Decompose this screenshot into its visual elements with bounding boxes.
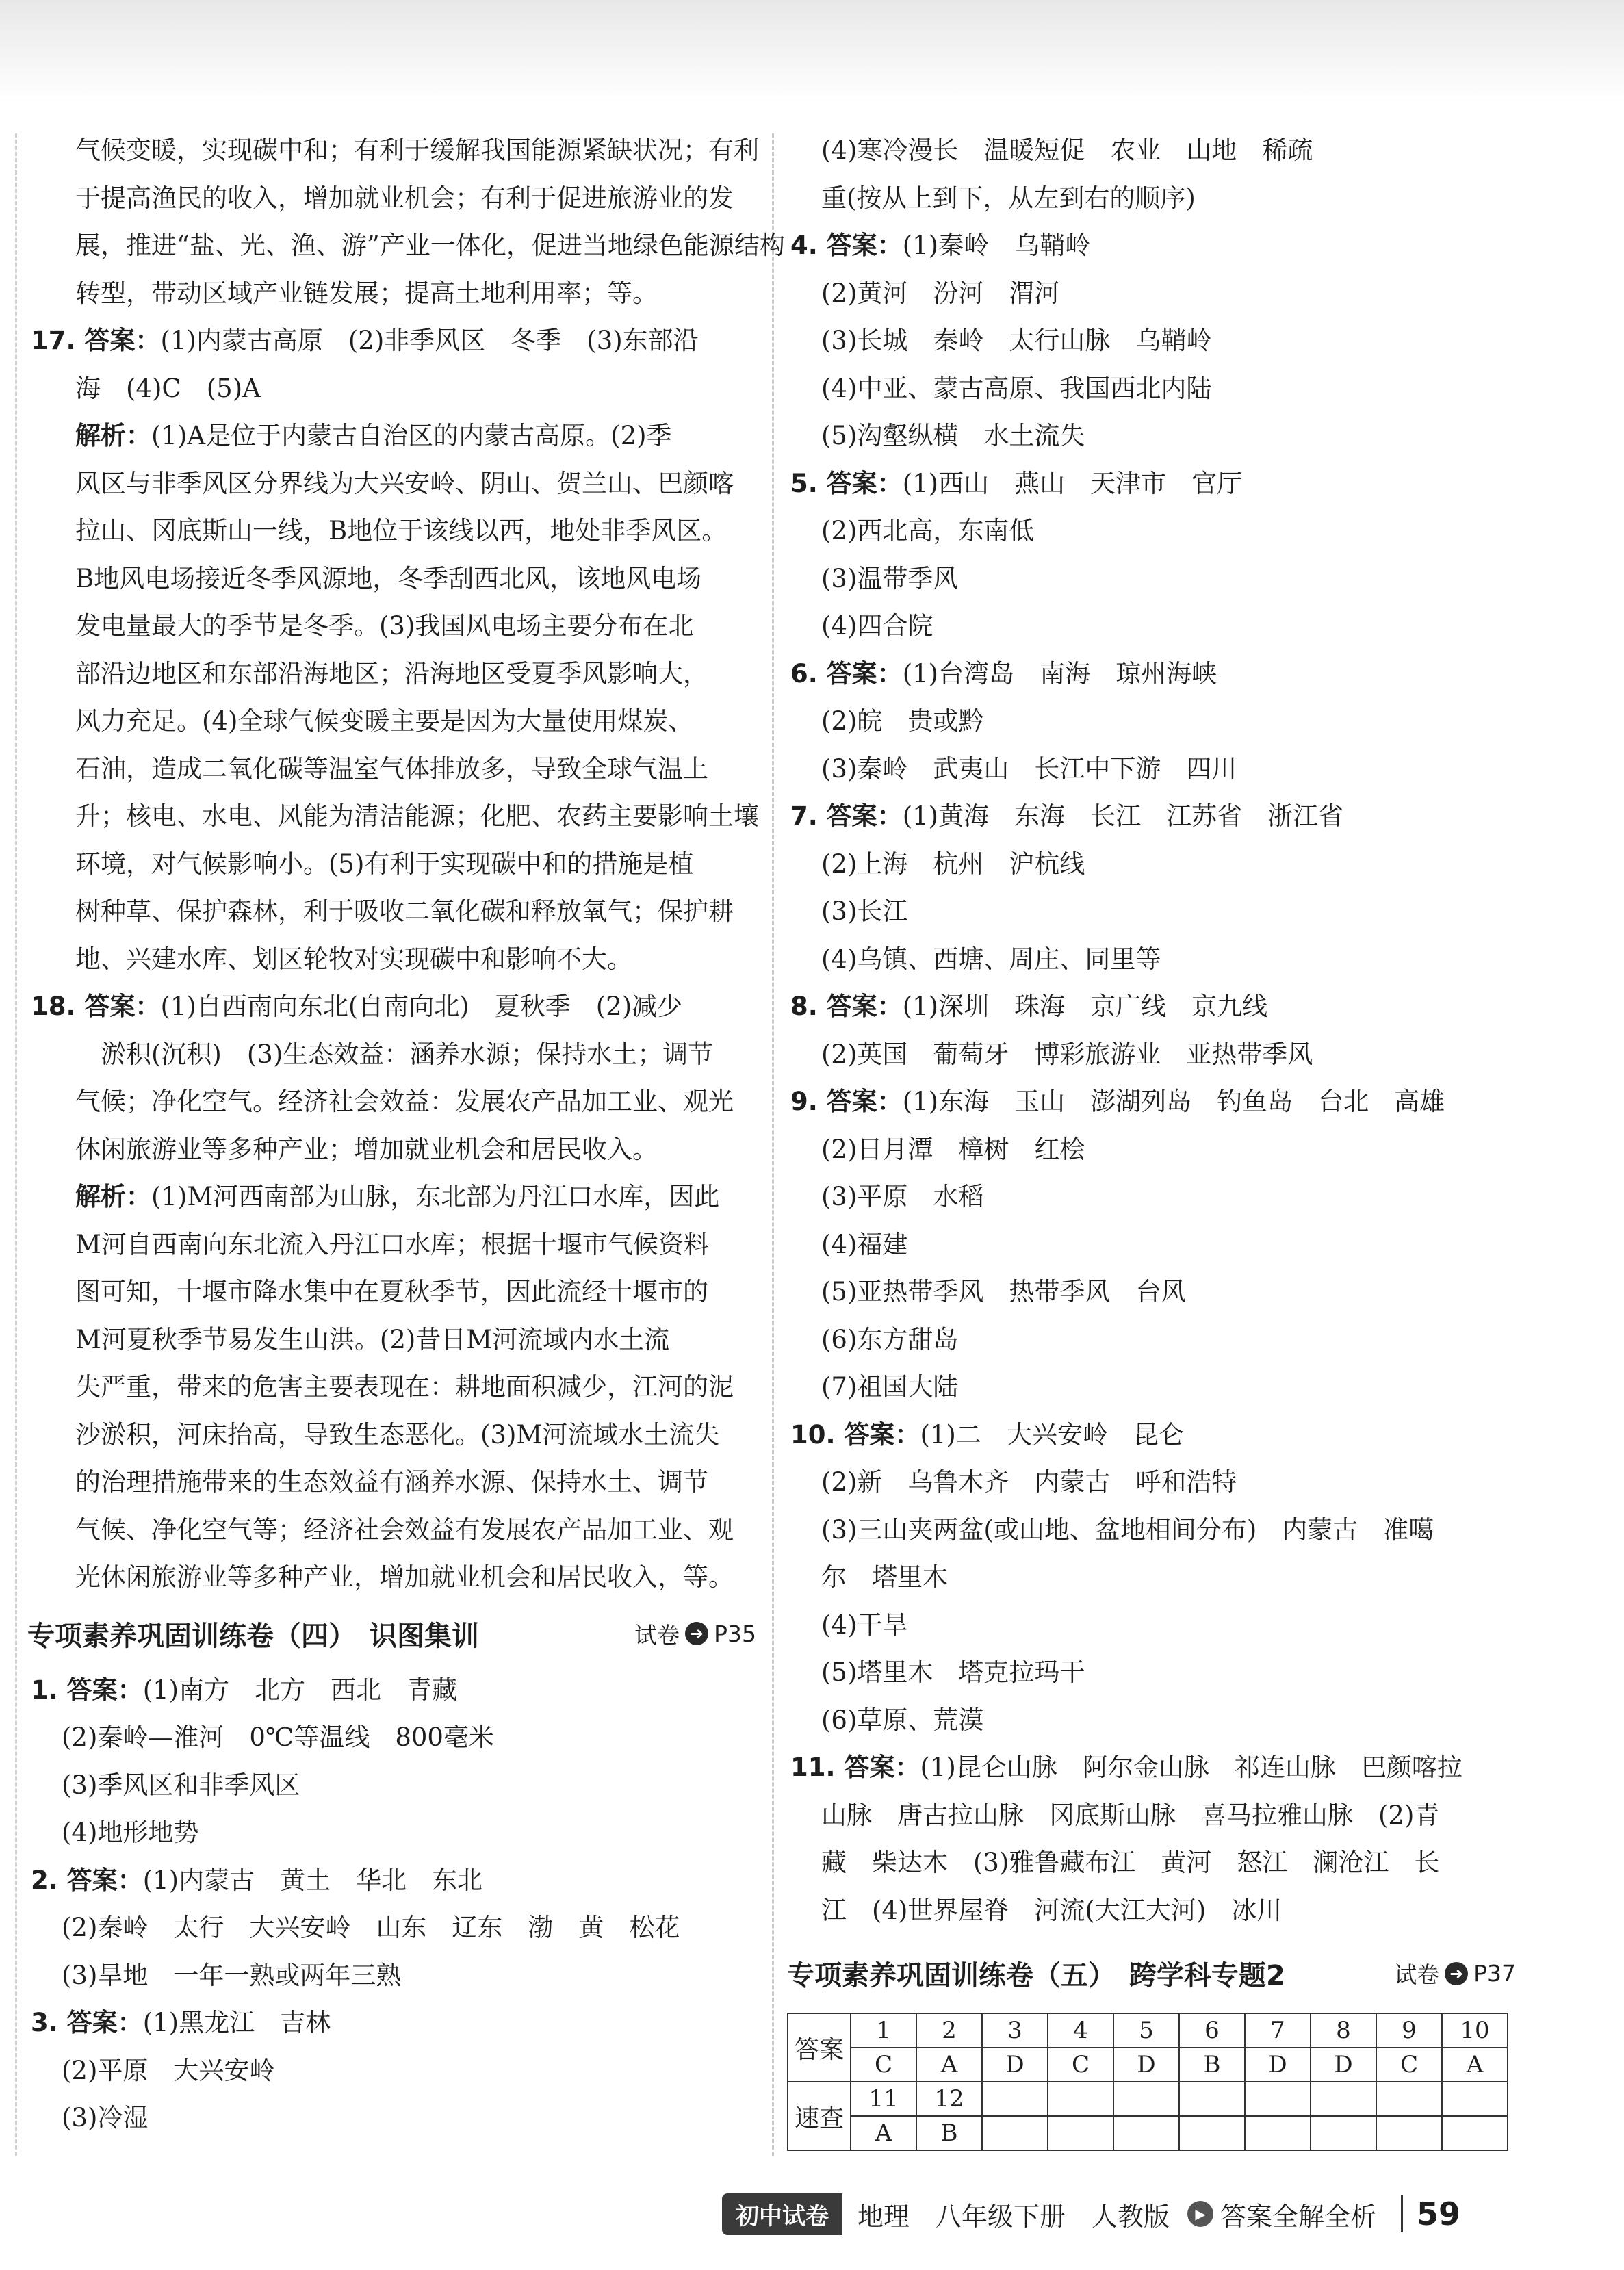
question-number-cell	[1113, 2082, 1179, 2116]
text-line	[787, 1221, 1516, 1269]
answer-cell	[982, 2116, 1048, 2150]
ref-page: P35	[714, 1620, 756, 1647]
text-line	[787, 1173, 1516, 1221]
text-line	[27, 1857, 756, 1905]
line-text: (5)塔里木 塔克拉玛干	[821, 1658, 1085, 1687]
line-text: 展，推进“盐、光、渔、游”产业一体化，促进当地绿色能源结构	[75, 231, 785, 260]
text-line	[787, 1268, 1516, 1316]
question-number-cell	[982, 2082, 1048, 2116]
text-line	[27, 412, 756, 460]
text-line	[27, 1268, 756, 1316]
answer-number-label: 7. 答案：	[790, 801, 903, 831]
line-text: 发电量最大的季节是冬季。(3)我国风电场主要分布在北	[75, 611, 694, 641]
answer-cell: D	[1245, 2048, 1311, 2082]
line-text: (3)长城 秦岭 太行山脉 乌鞘岭	[821, 326, 1212, 355]
question-number-cell: 11	[851, 2082, 916, 2116]
answer-number-label: 9. 答案：	[790, 1087, 903, 1116]
text-line	[27, 1458, 756, 1506]
line-text: 转型，带动区域产业链发展；提高土地利用率；等。	[75, 278, 658, 308]
text-line	[27, 792, 759, 840]
line-text: (1)内蒙古高原 (2)非季风区 冬季 (3)东部沿	[160, 326, 699, 355]
line-text: (1)深圳 珠海 京广线 京九线	[902, 992, 1268, 1021]
text-line	[787, 840, 1516, 888]
line-text: (2)黄河 汾河 渭河	[821, 278, 1060, 308]
line-text: 风力充足。(4)全球气候变暖主要是因为大量使用煤炭、	[75, 706, 694, 736]
line-text: (3)温带季风	[821, 563, 959, 593]
answer-cell: B	[1179, 2048, 1245, 2082]
line-text: (3)秦岭 武夷山 长江中下游 四川	[821, 753, 1237, 784]
question-number-cell: 1	[851, 2013, 916, 2048]
answer-cell: B	[916, 2116, 982, 2150]
line-text: (3)季风区和非季风区	[62, 1770, 300, 1800]
text-line	[27, 460, 756, 508]
line-text: (4)中亚、蒙古高原、我国西北内陆	[821, 373, 1212, 403]
answer-number-label: 6. 答案：	[790, 658, 903, 688]
line-text: (2)新 乌鲁木齐 内蒙古 呼和浩特	[821, 1467, 1237, 1497]
line-text: 地、兴建水库、划区轮牧对实现碳中和影响不大。	[75, 944, 632, 974]
answer-cell	[1376, 2116, 1442, 2150]
answer-cell	[1113, 2116, 1179, 2150]
text-line	[787, 365, 1516, 413]
line-text: 海 (4)C (5)A	[75, 373, 261, 403]
column-divider	[772, 133, 774, 2156]
left-answer-lines	[27, 127, 785, 1601]
answer-number-label: 4. 答案：	[790, 231, 903, 260]
line-text: (5)沟壑纵横 水土流失	[821, 421, 1085, 450]
line-text: 沙淤积，河床抬高，导致生态恶化。(3)M河流域水土流失	[75, 1419, 720, 1449]
text-line	[27, 1762, 756, 1809]
text-line	[787, 1601, 1516, 1649]
table-row	[788, 2082, 1508, 2116]
line-text: 失严重，带来的危害主要表现在：耕地面积减少，江河的泥	[75, 1372, 734, 1402]
text-line	[27, 1126, 756, 1174]
answer-cell: C	[1048, 2048, 1113, 2082]
answer-number-label: 1. 答案：	[31, 1675, 143, 1705]
text-line	[27, 1952, 756, 2000]
section-4-answer-lines	[27, 1666, 756, 2142]
question-number-cell	[1376, 2082, 1442, 2116]
section-4-ref	[634, 1618, 756, 1650]
line-text: (1)A是位于内蒙古自治区的内蒙古高原。(2)季	[151, 421, 672, 450]
line-text: (2)日月潭 樟树 红桧	[821, 1134, 1085, 1164]
text-line	[787, 983, 1516, 1031]
line-text: 藏 柴达木 (3)雅鲁藏布江 黄河 怒江 澜沧江 长	[821, 1848, 1440, 1877]
question-number-cell: 7	[1245, 2013, 1311, 2048]
text-line	[787, 1078, 1516, 1126]
text-line	[787, 936, 1516, 983]
text-line	[27, 1363, 756, 1411]
text-line	[27, 1316, 756, 1364]
answer-number-label: 18. 答案：	[31, 992, 161, 1021]
line-text: 拉山、冈底斯山一线，B地位于该线以西，地处非季风区。	[75, 516, 727, 545]
text-line	[27, 1221, 756, 1269]
text-line	[27, 936, 756, 983]
line-text: (4)干旱	[821, 1610, 908, 1640]
text-line	[27, 2047, 756, 2095]
line-text: (1)自西南向东北(自南向北) 夏秋季 (2)减少	[160, 992, 683, 1021]
text-line	[787, 1649, 1516, 1697]
line-text: (1)西山 燕山 天津市 官厅	[902, 468, 1243, 498]
text-line	[787, 127, 1516, 175]
question-number-cell: 6	[1179, 2013, 1245, 2048]
text-line	[27, 1031, 756, 1079]
text-line	[27, 555, 756, 603]
text-line	[27, 222, 785, 270]
line-text: (3)长江	[821, 897, 908, 926]
text-line	[787, 1697, 1516, 1744]
answer-cell: D	[982, 2048, 1048, 2082]
text-line	[787, 650, 1516, 698]
line-text: 升；核电、水电、风能为清洁能源；化肥、农药主要影响土壤	[75, 801, 759, 831]
text-line	[787, 1792, 1516, 1840]
text-line	[787, 317, 1516, 365]
ref-label: 试卷	[1394, 1961, 1440, 1988]
section-5-ref	[1394, 1957, 1516, 1989]
text-line	[787, 270, 1516, 318]
line-text: 石油，造成二氧化碳等温室气体排放多，导致全球气温上	[75, 753, 708, 784]
line-text: 环境，对气候影响小。(5)有利于实现碳中和的措施是植	[75, 849, 694, 879]
answer-cell: D	[1113, 2048, 1179, 2082]
line-text: 淤积(沉积) (3)生态效益：涵养水源；保持水土；调节	[75, 1039, 714, 1069]
answer-cell: A	[1442, 2048, 1508, 2082]
line-text: (1)二 大兴安岭 昆仑	[920, 1419, 1184, 1449]
answer-number-label: 解析：	[75, 421, 151, 450]
text-line	[27, 2094, 756, 2142]
line-text: (3)平原 水稻	[821, 1182, 984, 1211]
text-line	[27, 840, 756, 888]
answer-quick-check-table	[787, 2013, 1508, 2151]
answer-cell: A	[916, 2048, 982, 2082]
ref-label: 试卷	[634, 1621, 680, 1649]
line-text: 气候变暖，实现碳中和；有利于缓解我国能源紧缺状况；有利	[75, 136, 759, 165]
page-footer	[722, 2190, 1460, 2238]
text-line	[787, 555, 1516, 603]
text-line	[27, 1411, 756, 1459]
text-line	[27, 745, 756, 793]
text-line	[787, 1411, 1516, 1459]
line-text: 山脉 唐古拉山脉 冈底斯山脉 喜马拉雅山脉 (2)青	[821, 1800, 1440, 1830]
line-text: 风区与非季风区分界线为大兴安岭、阴山、贺兰山、巴颜喀	[75, 468, 734, 498]
answer-number-label: 2. 答案：	[31, 1865, 143, 1895]
brand-badge: 初中试卷	[722, 2193, 842, 2235]
question-number-cell: 3	[982, 2013, 1048, 2048]
question-number-cell: 12	[916, 2082, 982, 2116]
line-text: 于提高渔民的收入，增加就业机会；有利于促进旅游业的发	[75, 183, 734, 213]
answer-number-label: 8. 答案：	[790, 992, 903, 1021]
answer-cell	[1245, 2116, 1311, 2150]
line-text: (5)亚热带季风 热带季风 台风	[821, 1277, 1187, 1306]
line-text: (3)冷湿	[62, 2103, 149, 2132]
question-number-cell: 2	[916, 2013, 982, 2048]
line-text: (4)福建	[821, 1229, 908, 1259]
line-text: 树种草、保护森林，利于吸收二氧化碳和释放氧气；保护耕	[75, 897, 734, 926]
question-number-cell	[1048, 2082, 1113, 2116]
line-text: (1)秦岭 乌鞘岭	[902, 231, 1091, 260]
answer-number-label: 11. 答案：	[790, 1753, 920, 1782]
text-line	[787, 460, 1516, 508]
text-line	[27, 697, 756, 745]
text-line	[787, 1553, 1516, 1601]
text-line	[27, 1666, 756, 1714]
text-line	[787, 1839, 1516, 1887]
arrow-right-icon: ➜	[1445, 1962, 1468, 1985]
line-text: 光休闲旅游业等多种产业，增加就业机会和居民收入，等。	[75, 1562, 734, 1592]
arrow-right-icon: ➜	[685, 1622, 708, 1645]
line-text: (2)西北高，东南低	[821, 516, 1035, 545]
line-text: 休闲旅游业等多种产业；增加就业机会和居民收入。	[75, 1134, 658, 1164]
line-text: (1)黄海 东海 长江 江苏省 浙江省	[902, 801, 1344, 831]
text-line	[27, 888, 756, 936]
question-number-cell: 10	[1442, 2013, 1508, 2048]
line-text: (2)皖 贵或黔	[821, 706, 984, 736]
text-line	[27, 650, 756, 698]
line-text: 的治理措施带来的生态效益有涵养水源、保持水土、调节	[75, 1467, 708, 1497]
question-number-cell	[1442, 2082, 1508, 2116]
scan-top-band	[0, 0, 1624, 103]
text-line	[787, 1458, 1516, 1506]
question-number-cell: 5	[1113, 2013, 1179, 2048]
footer-answer-label: 答案全解全析	[1220, 2201, 1377, 2232]
ref-page: P37	[1473, 1960, 1516, 1987]
line-text: (6)草原、荒漠	[821, 1705, 984, 1735]
answer-cell: C	[851, 2048, 916, 2082]
text-line	[27, 1714, 756, 1762]
line-text: (2)英国 葡萄牙 博彩旅游业 亚热带季风	[821, 1039, 1313, 1069]
text-line	[27, 1553, 756, 1601]
answer-number-label: 3. 答案：	[31, 2008, 143, 2037]
text-line	[27, 1809, 756, 1857]
text-line	[787, 507, 1516, 555]
text-line	[787, 1316, 1516, 1364]
section-5-title: 专项素养巩固训练卷（五） 跨学科专题2	[787, 1960, 1285, 1991]
line-text: 重(按从上到下，从左到右的顺序)	[821, 183, 1196, 213]
line-text: (4)地形地势	[62, 1818, 199, 1847]
text-line	[787, 1363, 1516, 1411]
section-4-header	[27, 1601, 756, 1666]
answer-cell: D	[1311, 2048, 1376, 2082]
line-text: (1)昆仑山脉 阿尔金山脉 祁连山脉 巴颜喀拉	[920, 1753, 1462, 1782]
line-text: B地风电场接近冬季风源地，冬季刮西北风，该地风电场	[75, 563, 702, 593]
answer-cell	[1311, 2116, 1376, 2150]
answer-cell	[1048, 2116, 1113, 2150]
text-line	[787, 412, 1516, 460]
line-text: (2)秦岭—淮河 0℃等温线 800毫米	[62, 1723, 494, 1752]
text-line	[787, 745, 1516, 793]
line-text: M河自西南向东北流入丹江口水库；根据十堰市气候资料	[75, 1229, 709, 1259]
answer-number-label: 解析：	[75, 1182, 151, 1211]
line-text: (4)四合院	[821, 611, 933, 641]
text-line	[787, 1031, 1516, 1079]
text-line	[787, 175, 1516, 222]
line-text: (1)M河西南部为山脉，东北部为丹江口水库，因此	[151, 1182, 720, 1211]
line-text: (2)秦岭 太行 大兴安岭 山东 辽东 渤 黄 松花	[62, 1913, 680, 1942]
line-text: (1)东海 玉山 澎湖列岛 钓鱼岛 台北 高雄	[902, 1087, 1445, 1116]
play-icon: ▶	[1187, 2201, 1213, 2227]
answer-cell	[1442, 2116, 1508, 2150]
answer-cell: C	[1376, 2048, 1442, 2082]
table-row	[788, 2013, 1508, 2048]
question-number-cell	[1245, 2082, 1311, 2116]
line-text: (3)三山夹两盆(或山地、盆地相间分布) 内蒙古 准噶	[821, 1514, 1434, 1545]
question-number-cell: 4	[1048, 2013, 1113, 2048]
line-text: 江 (4)世界屋脊 河流(大江大河) 冰川	[821, 1895, 1283, 1925]
table-row-label: 答案	[788, 2013, 851, 2082]
answer-number-label: 17. 答案：	[31, 326, 161, 355]
text-line	[27, 1506, 756, 1554]
table-row-label: 速查	[788, 2082, 851, 2150]
line-text: (4)寒冷漫长 温暖短促 农业 山地 稀疏	[821, 136, 1313, 165]
answer-cell	[1179, 2116, 1245, 2150]
text-line	[27, 317, 756, 365]
table-row	[788, 2116, 1508, 2150]
text-line	[27, 127, 759, 175]
text-line	[27, 1173, 756, 1221]
question-number-cell: 9	[1376, 2013, 1442, 2048]
question-number-cell: 8	[1311, 2013, 1376, 2048]
line-text: (2)上海 杭州 沪杭线	[821, 849, 1085, 879]
text-line	[27, 365, 756, 413]
answer-cell: A	[851, 2116, 916, 2150]
line-text: (1)黑龙江 吉林	[142, 2008, 331, 2037]
line-text: M河夏秋季节易发生山洪。(2)昔日M河流域内水土流	[75, 1324, 670, 1354]
text-line	[787, 222, 1516, 270]
line-text: (1)台湾岛 南海 琼州海峡	[902, 658, 1217, 688]
table-row	[788, 2048, 1508, 2082]
text-line	[27, 1904, 756, 1952]
line-text: (1)内蒙古 黄土 华北 东北	[142, 1865, 483, 1895]
text-line	[787, 792, 1516, 840]
text-line	[27, 1078, 756, 1126]
text-line	[27, 175, 756, 222]
line-text: 尔 塔里木	[821, 1562, 948, 1592]
line-text: 部沿边地区和东部沿海地区；沿海地区受夏季风影响大，	[75, 658, 708, 688]
left-column	[27, 127, 785, 2142]
text-line	[787, 1744, 1516, 1792]
question-number-cell	[1311, 2082, 1376, 2116]
text-line	[787, 602, 1516, 650]
right-column	[787, 127, 1516, 2151]
line-text: (3)旱地 一年一熟或两年三熟	[62, 1960, 402, 1990]
line-text: (1)南方 北方 西北 青藏	[142, 1675, 458, 1705]
text-line	[787, 697, 1516, 745]
line-text: 气候；净化空气。经济社会效益：发展农产品加工业、观光	[75, 1087, 734, 1116]
text-line	[27, 602, 756, 650]
text-line	[787, 888, 1516, 936]
text-line	[787, 1506, 1516, 1554]
text-line	[787, 1126, 1516, 1174]
text-line	[27, 983, 756, 1031]
text-line	[27, 270, 756, 318]
text-line	[787, 1887, 1516, 1935]
answer-number-label: 10. 答案：	[790, 1419, 920, 1449]
line-text: 气候、净化空气等；经济社会效益有发展农产品加工业、观	[75, 1514, 734, 1545]
line-text: (6)东方甜岛	[821, 1324, 959, 1354]
right-answer-lines	[787, 127, 1516, 1934]
page-number: 59	[1401, 2195, 1460, 2232]
left-margin-rule	[15, 133, 17, 2156]
line-text: (4)乌镇、西塘、周庄、同里等	[821, 944, 1161, 974]
text-line	[27, 507, 756, 555]
footer-book-label: 地理 八年级下册 人教版	[858, 2201, 1170, 2232]
section-4-title: 专项素养巩固训练卷（四） 识图集训	[27, 1620, 479, 1652]
line-text: 图可知，十堰市降水集中在夏秋季节，因此流经十堰市的	[75, 1277, 708, 1306]
line-text: (2)平原 大兴安岭	[62, 2055, 275, 2085]
line-text: (7)祖国大陆	[821, 1372, 959, 1402]
text-line	[27, 1999, 756, 2047]
answer-number-label: 5. 答案：	[790, 468, 903, 498]
section-5-header	[787, 1941, 1516, 2006]
question-number-cell	[1179, 2082, 1245, 2116]
